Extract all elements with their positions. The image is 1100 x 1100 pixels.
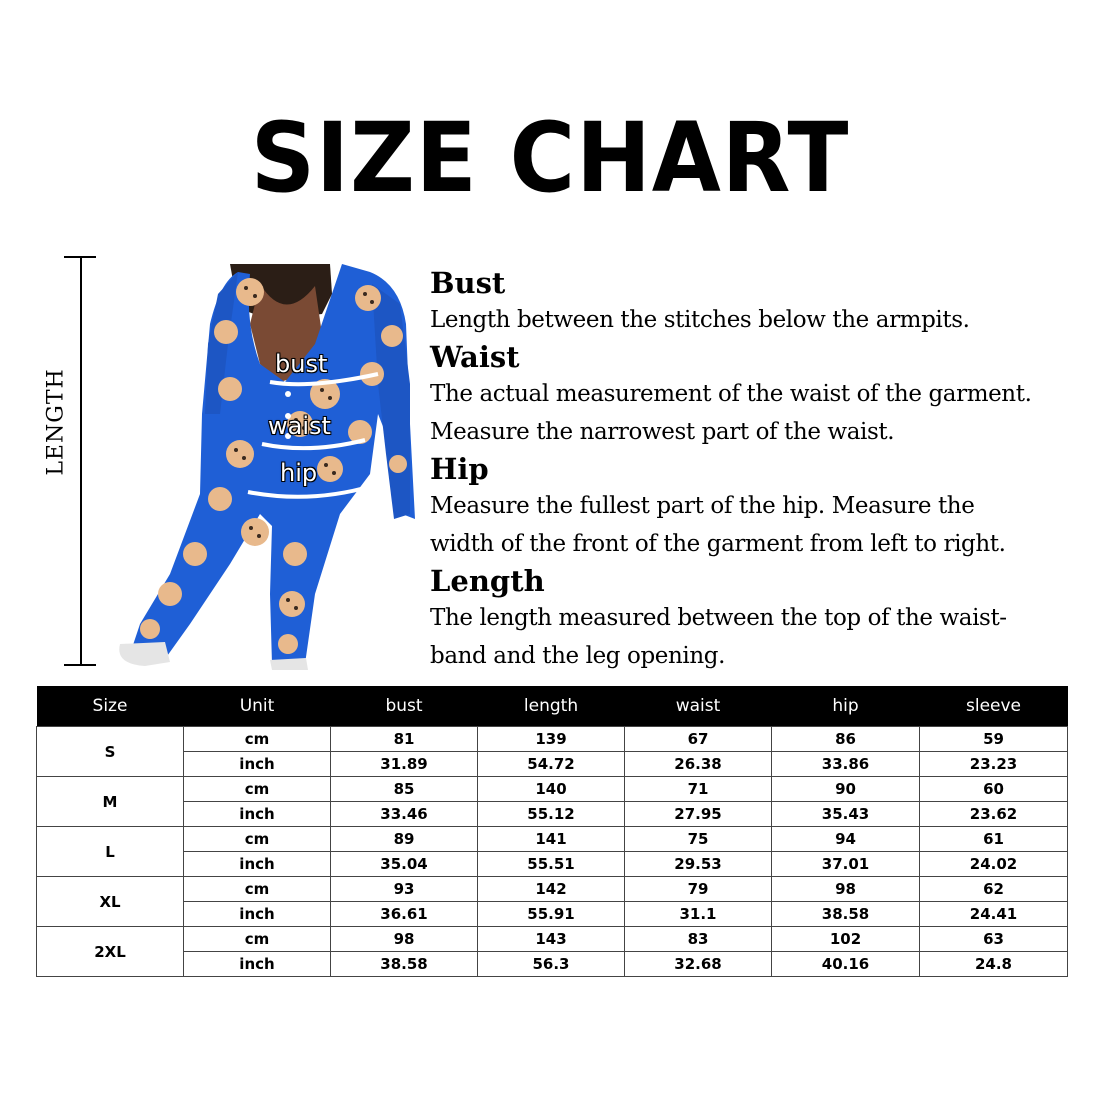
value-cell: 140 [478, 777, 625, 802]
unit-cell: inch [184, 802, 331, 827]
table-row [37, 752, 1068, 777]
table-row [37, 902, 1068, 927]
table-row [37, 927, 1068, 952]
value-cell: 86 [772, 727, 920, 752]
column-header: length [478, 686, 625, 727]
unit-cell: cm [184, 927, 331, 952]
value-cell: 38.58 [772, 902, 920, 927]
value-cell: 79 [625, 877, 772, 902]
value-cell: 60 [920, 777, 1068, 802]
value-cell: 31.1 [625, 902, 772, 927]
value-cell: 24.02 [920, 852, 1068, 877]
value-cell: 35.43 [772, 802, 920, 827]
value-cell: 35.04 [331, 852, 478, 877]
value-cell: 59 [920, 727, 1068, 752]
value-cell: 26.38 [625, 752, 772, 777]
table-row [37, 952, 1068, 977]
description-text: The actual measurement of the waist of the garment. Measure the narrowest part of the waist. [430, 381, 1032, 445]
hip-label: hip [280, 459, 318, 487]
unit-cell: cm [184, 877, 331, 902]
table-row [37, 802, 1068, 827]
table-row [37, 777, 1068, 802]
column-header: Unit [184, 686, 331, 727]
unit-cell: inch [184, 952, 331, 977]
size-cell: S [37, 727, 184, 777]
table-row [37, 727, 1068, 752]
value-cell: 93 [331, 877, 478, 902]
description-waist [430, 339, 1090, 451]
value-cell: 27.95 [625, 802, 772, 827]
table-row [37, 877, 1068, 902]
value-cell: 67 [625, 727, 772, 752]
description-heading: Length [430, 564, 545, 598]
description-text: Measure the fullest part of the hip. Measure the width of the front of the garment from left to right. [430, 493, 1006, 557]
waist-label: waist [268, 412, 331, 440]
value-cell: 32.68 [625, 952, 772, 977]
column-header: sleeve [920, 686, 1068, 727]
value-cell: 143 [478, 927, 625, 952]
column-header: hip [772, 686, 920, 727]
table-header-row [37, 686, 1068, 727]
value-cell: 56.3 [478, 952, 625, 977]
value-cell: 55.91 [478, 902, 625, 927]
value-cell: 75 [625, 827, 772, 852]
description-hip [430, 451, 1090, 563]
value-cell: 23.23 [920, 752, 1068, 777]
description-heading: Bust [430, 266, 506, 300]
description-bust [430, 265, 1090, 339]
value-cell: 63 [920, 927, 1068, 952]
value-cell: 55.51 [478, 852, 625, 877]
value-cell: 62 [920, 877, 1068, 902]
value-cell: 33.46 [331, 802, 478, 827]
size-cell: L [37, 827, 184, 877]
column-header: bust [331, 686, 478, 727]
model-figure [110, 264, 428, 670]
unit-cell: inch [184, 752, 331, 777]
unit-cell: inch [184, 902, 331, 927]
table-row [37, 827, 1068, 852]
unit-cell: cm [184, 727, 331, 752]
value-cell: 23.62 [920, 802, 1068, 827]
unit-cell: inch [184, 852, 331, 877]
size-cell: M [37, 777, 184, 827]
value-cell: 83 [625, 927, 772, 952]
value-cell: 94 [772, 827, 920, 852]
value-cell: 40.16 [772, 952, 920, 977]
unit-cell: cm [184, 827, 331, 852]
description-text: The length measured between the top of the waist- band and the leg opening. [430, 605, 1007, 669]
value-cell: 33.86 [772, 752, 920, 777]
value-cell: 142 [478, 877, 625, 902]
ruler-label: LENGTH [43, 368, 69, 476]
value-cell: 71 [625, 777, 772, 802]
column-header: waist [625, 686, 772, 727]
size-table [36, 686, 1068, 977]
value-cell: 141 [478, 827, 625, 852]
description-heading: Hip [430, 452, 489, 486]
value-cell: 37.01 [772, 852, 920, 877]
value-cell: 98 [331, 927, 478, 952]
value-cell: 90 [772, 777, 920, 802]
table-body [37, 727, 1068, 977]
value-cell: 54.72 [478, 752, 625, 777]
value-cell: 31.89 [331, 752, 478, 777]
value-cell: 89 [331, 827, 478, 852]
size-cell: XL [37, 877, 184, 927]
value-cell: 98 [772, 877, 920, 902]
value-cell: 24.41 [920, 902, 1068, 927]
unit-cell: cm [184, 777, 331, 802]
value-cell: 61 [920, 827, 1068, 852]
measurement-descriptions [430, 265, 1090, 675]
value-cell: 139 [478, 727, 625, 752]
bust-label: bust [275, 350, 328, 378]
size-cell: 2XL [37, 927, 184, 977]
value-cell: 36.61 [331, 902, 478, 927]
column-header: Size [37, 686, 184, 727]
description-length [430, 563, 1090, 675]
value-cell: 85 [331, 777, 478, 802]
value-cell: 81 [331, 727, 478, 752]
value-cell: 38.58 [331, 952, 478, 977]
description-heading: Waist [430, 340, 520, 374]
page-title: SIZE CHART [250, 102, 850, 214]
jumpsuit-illustration [110, 264, 428, 670]
value-cell: 102 [772, 927, 920, 952]
value-cell: 24.8 [920, 952, 1068, 977]
ruler-line [80, 257, 82, 665]
value-cell: 55.12 [478, 802, 625, 827]
value-cell: 29.53 [625, 852, 772, 877]
table-row [37, 852, 1068, 877]
description-text: Length between the stitches below the armpits. [430, 307, 970, 333]
ruler-bottom-cap [64, 664, 96, 666]
